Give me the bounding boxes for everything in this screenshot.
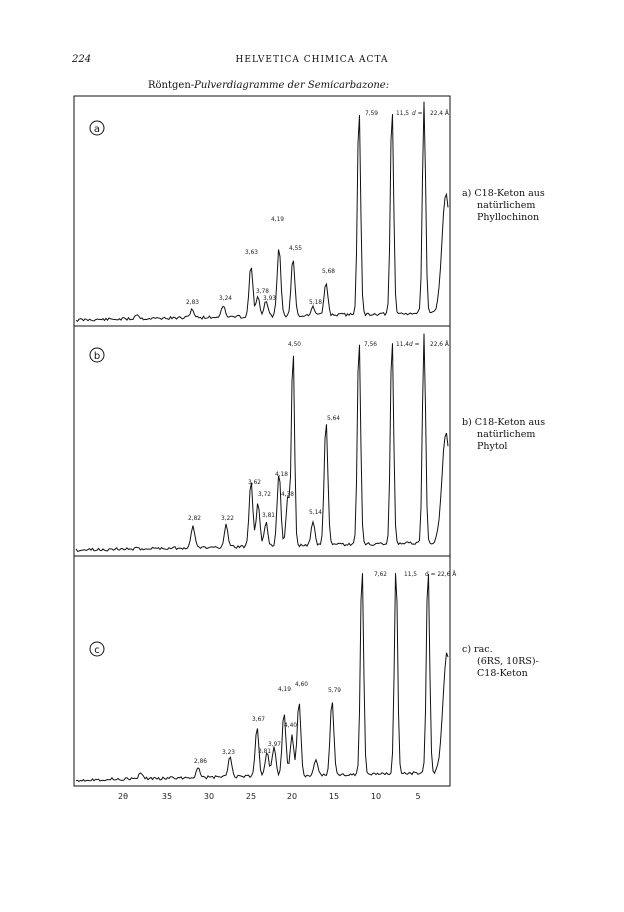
- x-tick-label: 35: [161, 792, 173, 801]
- peak-label: d =: [409, 340, 420, 348]
- peak-label: d =: [412, 109, 423, 117]
- note-line: b) C18-Keton aus: [462, 417, 546, 428]
- page-number: 224: [72, 54, 92, 65]
- peak-label: d = 22,6 Å: [425, 570, 457, 578]
- peak-label: 7,56: [364, 340, 378, 348]
- note-line: (6RS, 10RS)-: [477, 656, 539, 667]
- peak-label: 5,68: [322, 267, 336, 275]
- peak-label: 4,19: [278, 685, 292, 693]
- peak-label: 4,40: [284, 721, 298, 729]
- svg-text:a: a: [93, 124, 101, 135]
- peak-label: 3,62: [248, 478, 262, 486]
- panel-letter-a: [90, 121, 104, 135]
- peak-label: 11,5: [404, 570, 418, 578]
- x-tick-label: 30: [203, 792, 215, 801]
- peak-label: 3,63: [245, 248, 259, 256]
- peak-label: 7,62: [374, 570, 388, 578]
- peak-label: 3,23: [222, 748, 236, 756]
- panel-letter-b: [90, 348, 104, 362]
- peak-label: 11,4: [396, 340, 410, 348]
- peak-label: 3,93: [263, 294, 277, 302]
- x-tick-label: 20: [286, 792, 298, 801]
- svg-text:b: b: [93, 351, 101, 362]
- peak-label: 22,6 Å: [430, 340, 449, 348]
- x-tick-label: 10: [370, 792, 382, 801]
- peak-label: 5,14: [309, 508, 323, 516]
- peak-label: 3,72: [258, 490, 272, 498]
- panel-note-a: [462, 188, 602, 224]
- note-line: Phytol: [477, 441, 508, 452]
- peak-label: 4,50: [288, 340, 302, 348]
- peak-label: 3,78: [256, 287, 270, 295]
- note-line: C18-Keton: [477, 668, 528, 679]
- peak-labels-c: [194, 569, 456, 765]
- note-line: natürlichem: [477, 200, 536, 211]
- peak-label: 3,22: [221, 514, 235, 522]
- peak-label: 2,82: [188, 514, 202, 522]
- peak-label: 3,67: [252, 715, 266, 723]
- note-line: a) C18-Keton aus: [462, 188, 545, 199]
- peak-label: 3,81: [262, 511, 276, 519]
- peak-label: 2,83: [186, 298, 200, 306]
- x-tick-label: 25: [245, 792, 257, 801]
- panel-note-b: [462, 417, 602, 453]
- peak-label: 3,81: [258, 747, 272, 755]
- note-line: c) rac.: [462, 644, 493, 655]
- peak-label: 3,24: [219, 294, 233, 302]
- peak-labels-a: [186, 108, 449, 306]
- x-tick-label: 5: [415, 792, 421, 801]
- note-line: natürlichem: [477, 429, 536, 440]
- x-axis-label: 2θ: [118, 792, 128, 801]
- peak-label: 4,18: [275, 470, 289, 478]
- x-axis: [118, 792, 421, 801]
- peak-label: 5,79: [328, 686, 342, 694]
- panel-note-c: [462, 644, 602, 680]
- peak-label: 4,38: [281, 490, 295, 498]
- peak-label: 11,5: [396, 109, 410, 117]
- peak-label: 4,60: [295, 680, 309, 688]
- peak-label: 7,59: [365, 109, 379, 117]
- peak-label: 5,18: [309, 298, 323, 306]
- panel-letter-c: [90, 642, 104, 656]
- figure-caption-title: Pulverdiagramme der Semicarbazone:: [194, 80, 390, 91]
- svg-text:c: c: [94, 645, 100, 656]
- x-tick-label: 15: [328, 792, 340, 801]
- note-line: Phyllochinon: [477, 212, 540, 223]
- figure-caption-prefix: Röntgen-: [148, 80, 195, 91]
- peak-labels-b: [188, 339, 449, 522]
- peak-label: 22,4 Å: [430, 109, 449, 117]
- peak-label: 2,86: [194, 757, 208, 765]
- running-head: HELVETICA CHIMICA ACTA: [235, 55, 389, 65]
- peak-label: 4,55: [289, 244, 303, 252]
- peak-label: 5,64: [327, 414, 341, 422]
- peak-label: 4,19: [271, 215, 285, 223]
- peak-label: 3,97: [268, 740, 282, 748]
